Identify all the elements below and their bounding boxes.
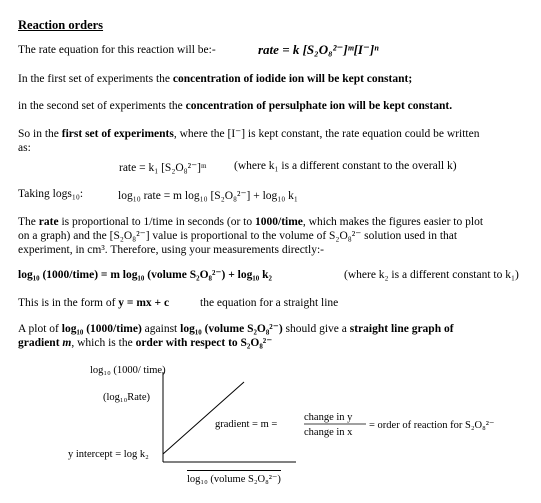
p2-text: in the second set of experiments the bbox=[18, 100, 186, 112]
p5-j: order with respect to S₂O₈²⁻ bbox=[135, 337, 273, 349]
p4-a: The bbox=[18, 216, 39, 228]
rate-equation-formula: rate = k [S₂O₈²⁻]ᵐ[I⁻]ⁿ bbox=[258, 42, 379, 57]
graph-ylabel-1: log₁₀ (1000/ time) bbox=[90, 365, 166, 376]
p5-c: against bbox=[141, 323, 181, 335]
p4-d: 1000/time bbox=[255, 216, 303, 228]
graph-ylabel-2: (log₁₀Rate) bbox=[103, 392, 150, 403]
p4-c: is proportional to 1/time in seconds (or to bbox=[58, 216, 255, 228]
para-rate-line3: experiment, in cm³. Therefore, using your measurements directly:- bbox=[18, 244, 324, 256]
graph-line bbox=[163, 382, 244, 454]
p2-bold: concentration of persulphate ion will be kept constant. bbox=[185, 100, 453, 112]
equation-k2: log₁₀ (1000/time) = m log₁₀ (volume S₂O₈²⁻) + log₁₀ k₂ bbox=[18, 269, 272, 281]
rate-equation-intro: The rate equation for this reaction will be:- bbox=[18, 44, 216, 56]
gradient-numerator: change in y bbox=[304, 412, 353, 423]
p5-f: straight line graph of bbox=[349, 323, 454, 335]
equation-k1-note: (where k₁ is a different constant to the overall k) bbox=[234, 160, 457, 172]
form-description: the equation for a straight line bbox=[200, 297, 339, 309]
gradient-order-text: = order of reaction for S₂O₈²⁻ bbox=[369, 420, 495, 431]
p5-h: m bbox=[62, 337, 72, 349]
para-rate-line2: on a graph) and the [S₂O₈²⁻] value is proportional to the volume of S₂O₈²⁻ solution used in that bbox=[18, 230, 458, 242]
para-so-line2: as: bbox=[18, 142, 31, 154]
p3-text-a: So in the bbox=[18, 128, 62, 140]
taking-logs-label: Taking logs₁₀: bbox=[18, 188, 84, 200]
p5-g: gradient bbox=[18, 337, 63, 349]
p4-e: , which makes the figures easier to plot bbox=[302, 216, 484, 228]
equation-k2-note: (where k₂ is a different constant to k₁) bbox=[344, 269, 519, 281]
p1-text: In the first set of experiments the bbox=[18, 73, 173, 85]
form-text: This is in the form of bbox=[18, 297, 119, 309]
p5-i: , which is the bbox=[71, 337, 136, 349]
p4-b: rate bbox=[38, 216, 59, 228]
p5-a: A plot of bbox=[18, 323, 62, 335]
equation-k1: rate = k₁ [S₂O₈²⁻]ᵐ bbox=[119, 162, 207, 174]
form-ymxc: y = mx + c bbox=[118, 297, 170, 309]
graph-xlabel: log₁₀ (volume S₂O₈²⁻) bbox=[187, 470, 281, 485]
gradient-denominator: change in x bbox=[304, 427, 353, 438]
gradient-label: gradient = m = bbox=[215, 419, 278, 430]
p3-text-c: , where the [I⁻] is kept constant, the rate equation could be written bbox=[173, 128, 480, 140]
p3-bold: first set of experiments bbox=[61, 128, 174, 140]
graph-intercept-label: y intercept = log k₂ bbox=[68, 449, 149, 460]
p1-bold: concentration of iodide ion will be kept constant; bbox=[172, 73, 413, 85]
p5-b: log₁₀ (1000/time) bbox=[61, 323, 142, 335]
p5-e: should give a bbox=[282, 323, 350, 335]
p5-d: log₁₀ (volume S₂O₈²⁻) bbox=[180, 323, 283, 335]
section-heading: Reaction orders bbox=[18, 18, 104, 32]
taking-logs-equation: log₁₀ rate = m log₁₀ [S₂O₈²⁻] + log₁₀ k₁ bbox=[118, 190, 298, 202]
